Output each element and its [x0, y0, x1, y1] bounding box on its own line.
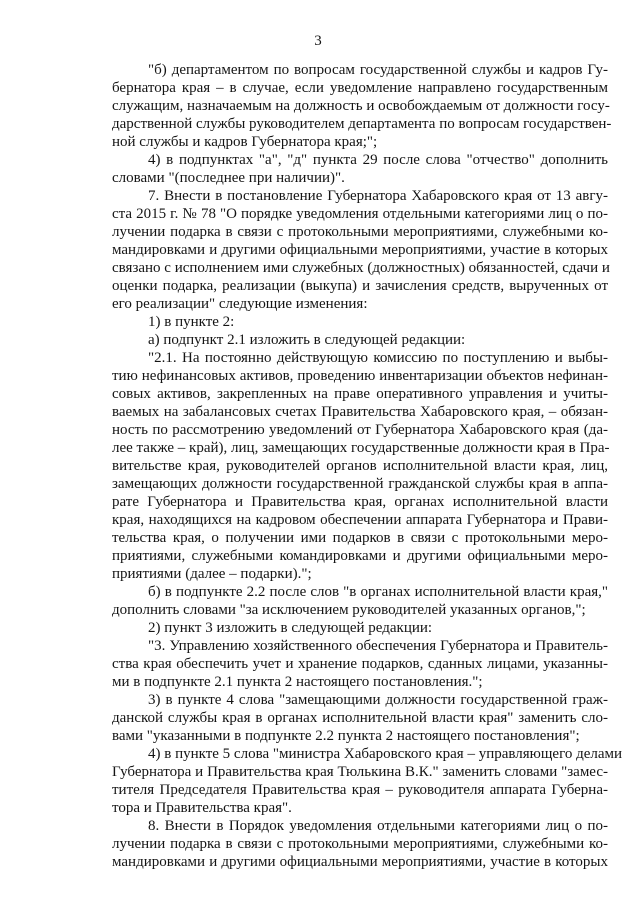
- text-line: ми в подпункте 2.1 пункта 2 настоящего постановления.";: [112, 674, 483, 690]
- text-line: "б) департаментом по вопросам государственной службы и кадров Гу-: [148, 62, 608, 78]
- text-line: а) подпункт 2.1 изложить в следующей редакции:: [148, 332, 466, 348]
- text-line: мандировками и другими официальными мероприятиями, участие в которых: [112, 242, 608, 258]
- text-line: 8. Внести в Порядок уведомления отдельными категориями лиц о по-: [148, 818, 608, 834]
- text-line: мандировками и другими официальными мероприятиями, участие в которых: [112, 854, 608, 870]
- text-line: 7. Внести в постановление Губернатора Хабаровского края от 13 авгу-: [148, 188, 608, 204]
- text-line: приятиями, служебными командировками и другими официальными меро-: [112, 548, 608, 564]
- text-line: оценки подарка, реализации (выкупа) и зачисления средств, вырученных от: [112, 278, 608, 294]
- text-line: "2.1. На постоянно действующую комиссию по поступлению и выбы-: [148, 350, 608, 366]
- text-line: ваемых на забалансовых счетах Правительства Хабаровского края, – обязан-: [112, 404, 608, 420]
- text-line: тора и Правительства края".: [112, 800, 292, 816]
- text-line: бернатора края – в случае, если уведомление направлено государственным: [112, 80, 608, 96]
- text-line: данской службы края в органах исполнительной власти края" заменить сло-: [112, 710, 608, 726]
- text-line: 2) пункт 3 изложить в следующей редакции:: [148, 620, 433, 636]
- document-body: [112, 61, 623, 871]
- text-line: словами "(последнее при наличии)".: [112, 170, 345, 186]
- text-line: 4) в подпунктах "а", "д" пункта 29 после слова "отчество" дополнить: [148, 152, 608, 168]
- text-line: Губернатора и Правительства края Тюлькина В.К." заменить словами "замес-: [112, 764, 608, 780]
- text-line: 1) в пункте 2:: [148, 314, 235, 330]
- text-line: его реализации" следующие изменения:: [112, 296, 368, 312]
- text-line: 4) в пункте 5 слова "министра Хабаровского края – управляющего делами: [148, 746, 623, 762]
- text-line: б) в подпункте 2.2 после слов "в органах исполнительной власти края,": [148, 584, 608, 600]
- page-number: 3: [314, 33, 322, 49]
- text-line: приятиями (далее – подарки).";: [112, 566, 312, 582]
- text-line: вами "указанными в подпункте 2.2 пункта 2 настоящего постановления";: [112, 728, 580, 744]
- text-line: рате Губернатора и Правительства края, органах исполнительной власти: [112, 494, 608, 510]
- text-line: ста 2015 г. № 78 "О порядке уведомления отдельными категориями лиц о по-: [112, 206, 608, 222]
- text-line: ства края обеспечить учет и хранение подарков, сданных лицами, указанны-: [112, 656, 608, 672]
- text-line: дополнить словами "за исключением руководителей указанных органов,";: [112, 602, 586, 618]
- text-line: лучении подарка в связи с протокольными мероприятиями, служебными ко-: [112, 224, 608, 240]
- text-line: замещающих должности государственной гражданской службы края в аппа-: [112, 476, 608, 492]
- text-line: ной службы и кадров Губернатора края;";: [112, 134, 378, 150]
- text-line: ность по рассмотрению уведомлений от Губернатора Хабаровского края (да-: [112, 422, 608, 438]
- text-line: тителя Председателя Правительства края – руководителя аппарата Губерна-: [112, 782, 608, 798]
- text-line: дарственной службы руководителем департамента по вопросам государствен-: [112, 116, 612, 132]
- text-line: совых активов, закрепленных на праве оперативного управления и учиты-: [112, 386, 608, 402]
- text-line: служащим, назначаемым на должность и освобождаемым от должности госу-: [112, 98, 610, 114]
- text-line: края, находящихся на кадровом обеспечении аппарата Губернатора и Прави-: [112, 512, 608, 528]
- text-line: тию нефинансовых активов, проведению инвентаризации объектов нефинан-: [112, 368, 608, 384]
- text-line: "3. Управлению хозяйственного обеспечения Губернатора и Правитель-: [148, 638, 608, 654]
- text-line: тельства края, о получении ими подарков в связи с протокольными меро-: [112, 530, 608, 546]
- text-line: связано с исполнением ими служебных (должностных) обязанностей, сдачи и: [112, 260, 610, 276]
- text-line: 3) в пункте 4 слова "замещающими должности государственной граж-: [148, 692, 608, 708]
- text-line: лее также – край), лиц, замещающих государственные должности края в Пра-: [112, 440, 610, 456]
- text-line: лучении подарка в связи с протокольными мероприятиями, служебными ко-: [112, 836, 608, 852]
- text-line: вительстве края, руководителей органов исполнительной власти края, лиц,: [112, 458, 608, 474]
